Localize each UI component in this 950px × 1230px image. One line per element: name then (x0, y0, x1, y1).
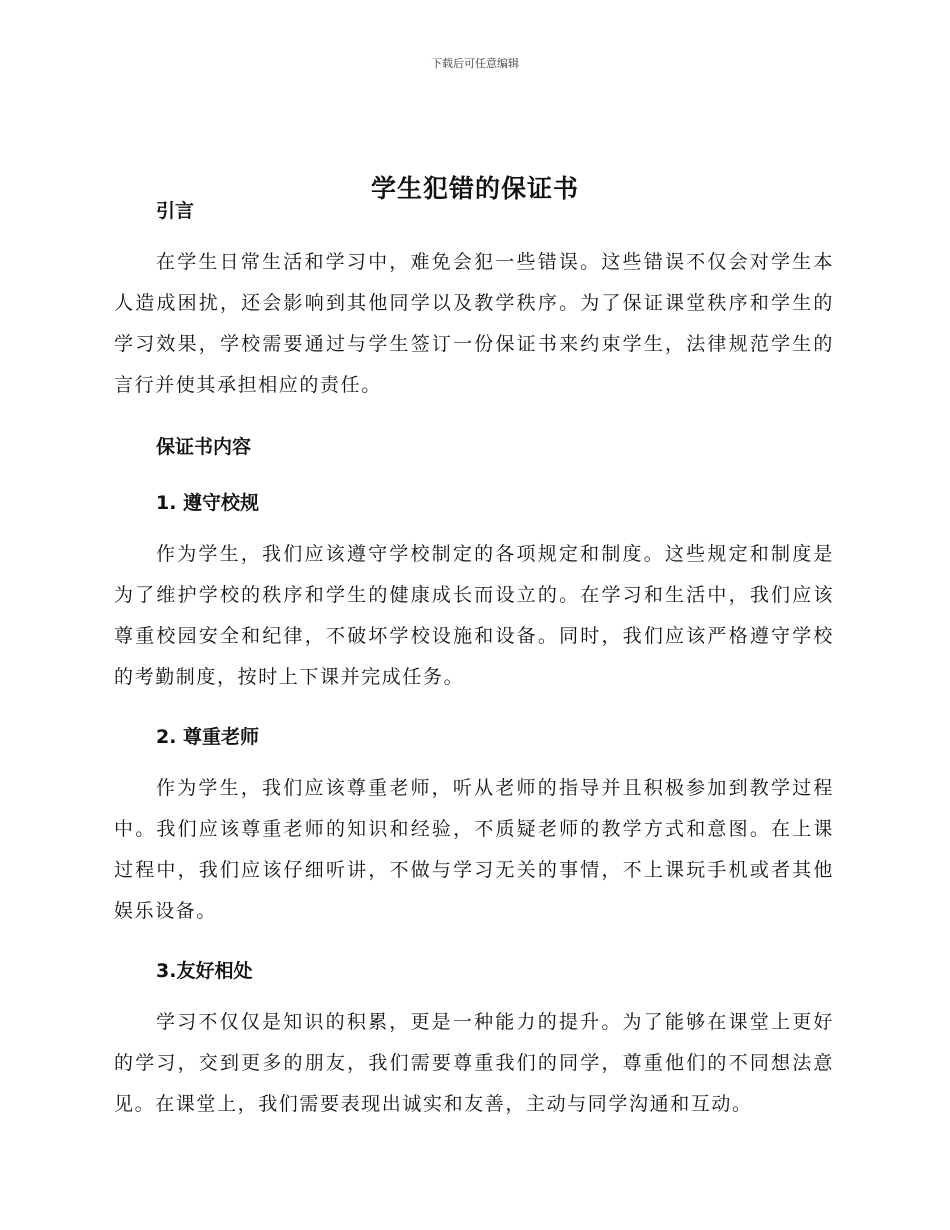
section-heading-3: 3.友好相处 (156, 960, 253, 982)
section-paragraph-1: 作为学生，我们应该遵守学校制定的各项规定和制度。这些规定和制度是为了维护学校的秩序和学生的健康成长而设立的。在学习和生活中，我们应该尊重校园安全和纪律，不破坏学校设施和设备。同时，我们应该严格遵守学校的考勤制度，按时上下课并完成任务。 (114, 543, 834, 688)
section-paragraph-2: 作为学生，我们应该尊重老师，听从老师的指导并且积极参加到教学过程中。我们应该尊重老师的知识和经验，不质疑老师的教学方式和意图。在上课过程中，我们应该仔细听讲，不做与学习无关的事情，不上课玩手机或者其他娱乐设备。 (114, 777, 834, 922)
header-note: 下载后可任意编辑 (431, 57, 519, 70)
content-heading: 保证书内容 (156, 436, 252, 458)
document-title: 学生犯错的保证书 (370, 173, 579, 203)
section-heading-1: 1. 遵守校规 (156, 492, 260, 514)
section-paragraph-3: 学习不仅仅是知识的积累，更是一种能力的提升。为了能够在课堂上更好的学习，交到更多的朋友，我们需要尊重我们的同学，尊重他们的不同想法意见。在课堂上，我们需要表现出诚实和友善，主动与同学沟通和互动。 (114, 1011, 834, 1115)
section-heading-2: 2. 尊重老师 (156, 726, 260, 748)
intro-paragraph: 在学生日常生活和学习中，难免会犯一些错误。这些错误不仅会对学生本人造成困扰，还会影响到其他同学以及教学秩序。为了保证课堂秩序和学生的学习效果，学校需要通过与学生签订一份保证书来约束学生，法律规范学生的言行并使其承担相应的责任。 (114, 251, 834, 396)
intro-heading: 引言 (156, 200, 195, 222)
document-body (114, 194, 834, 1125)
